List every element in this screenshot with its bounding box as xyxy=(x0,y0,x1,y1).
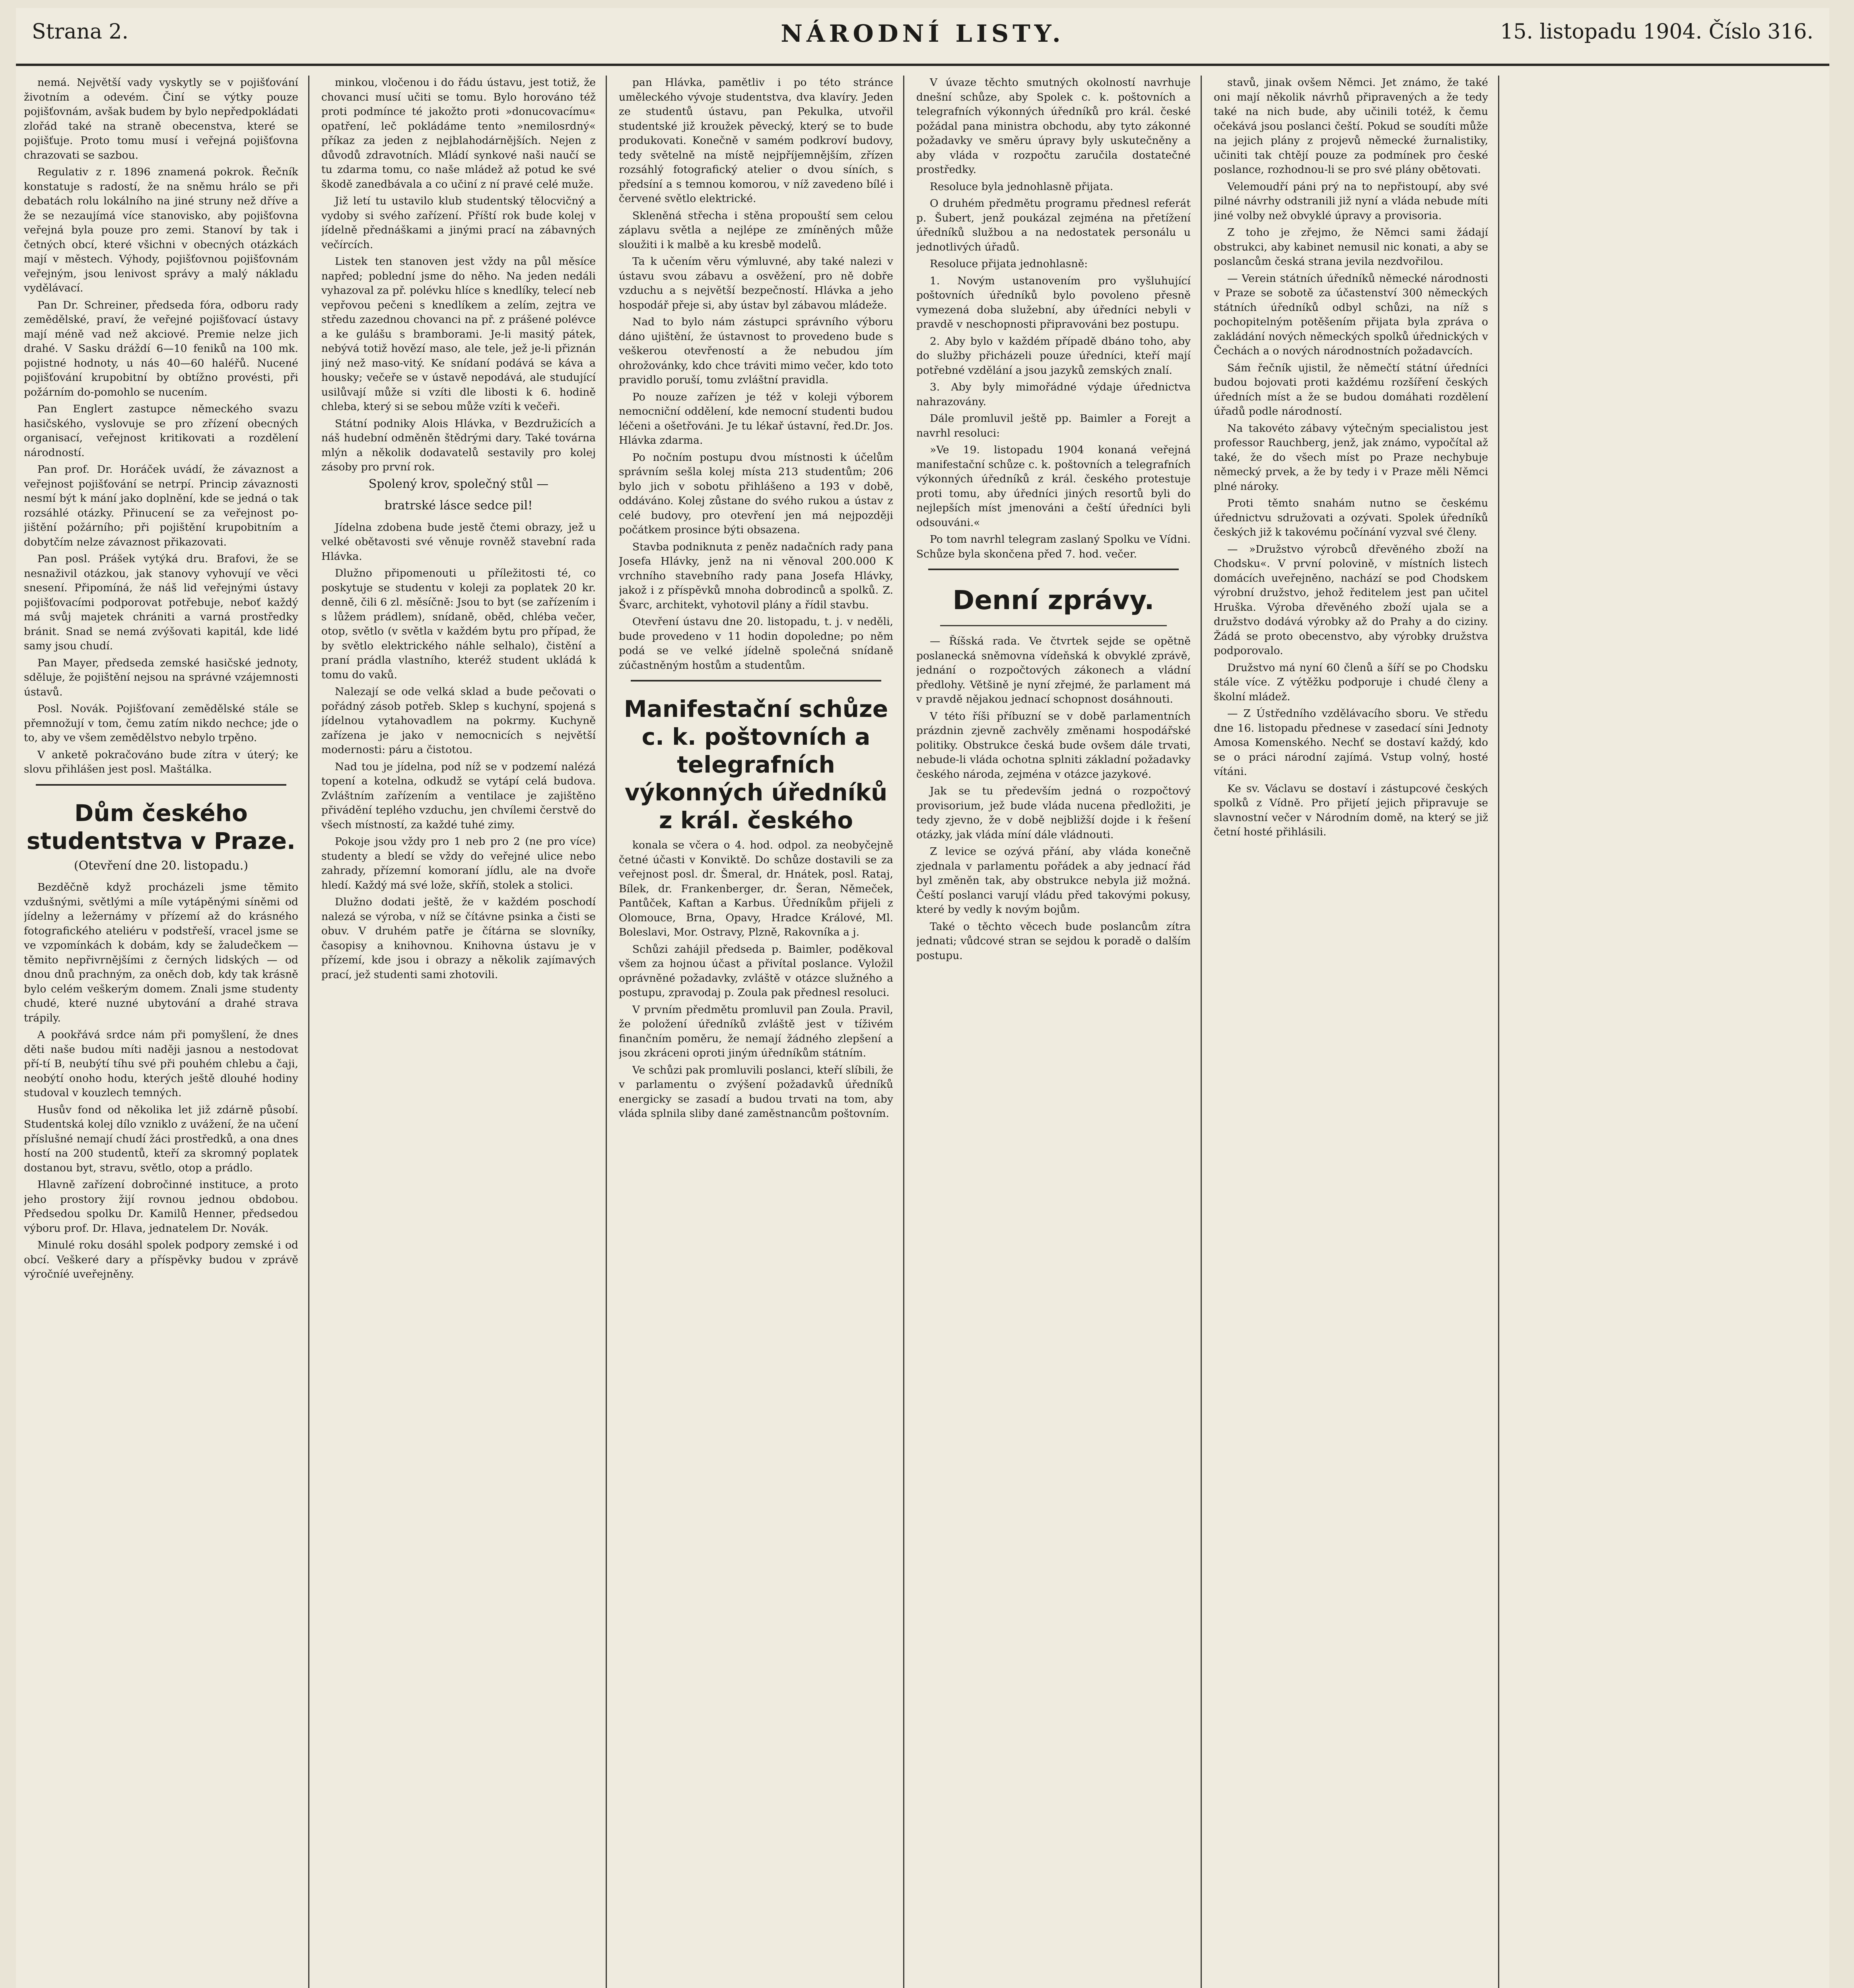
column-5 xyxy=(1214,76,1488,1988)
newspaper-page xyxy=(16,8,1829,1988)
paragraph: konala se včera o 4. hod. odpol. za neobyčejně četné účasti v Konviktě. Do schůze dostavili se za veřejnost posl. dr. Šmeral, dr. Hnátek, posl. Rataj, Bílek, dr. Frankenberger, dr. Šeran, Němeček, Pantůček, Kaftan a Karbus. Úředníkům přijeli z Olomouce, Brna, Opavy, Hradce Králové, Ml. Boleslavi, Mor. Ostravy, Plzně, Rakovníka a j. xyxy=(619,839,893,938)
paragraph: Jak se tu především jedná o rozpočtový provisorium, jež bude vláda nucena předložiti, je tedy zjevno, že v době nejbližší dojde i k řešení otázky, jak vláda míní dále vládnouti. xyxy=(916,785,1191,841)
paragraph: Dlužno dodati ještě, že v každém poschodí nalezá se výroba, v níž se čítávne psinka a čisti se obuv. V druhém patře je čítárna se slovníky, časopisy a knihovnou. Knihovna ústavu je v přízemí, kde jsou i obrazy a několik zajímavých prací, jež studenti sami zhotovili. xyxy=(321,896,596,981)
paragraph: stavů, jinak ovšem Němci. Jet známo, že také oni mají několik návrhů připravených a že tedy také na nich bude, aby učinili totéž, k čemu očekává jsou poslanci čeští. Pokud se soudíti může na jejich plány z projevů německé žurnalistiky, učiniti tak chtějí pouze za podmínek pro české poslance, rozhodnou-li se pro své plány obětovati. xyxy=(1214,76,1488,176)
paragraph: Ve schůzi pak promluvili poslanci, kteří slíbili, že v parlamentu o zvýšení požadavků úředníků energicky se zasadí a budou trvati na tom, aby vláda splnila sliby dané zaměstnancům poštovním. xyxy=(619,1064,893,1120)
paragraph: Dlužno připomenouti u příležitosti té, co poskytuje se studentu v koleji za poplatek 20 kr. denně, čili 6 zl. měsíčně: Jsou to byt (se zařízením i s lůžem prádlem), snídaně, oběd, chléba večer, otop, světlo (v světla v každém bytu pro případ, že by světlo elektrického náhle selhalo), čistění a praní prádla vlastního, kteréž student ukládá k tomu do vaků. xyxy=(321,567,596,681)
paragraph: Nalezají se ode velká sklad a bude pečovati o pořádný zásob potřeb. Sklep s kuchyní, spojená s jídelnou vytahovadlem na pokrmy. Kuchyně zařízena je jako v nemocnicích s největší modernosti: páru a čistotou. xyxy=(321,685,596,756)
paragraph: minkou, vločenou i do řádu ústavu, jest totiž, že chovanci musí učiti se tomu. Bylo horováno též proti podmínce té jakožto proti »donucovacímu« opatření, leč pokládáme tento »nemilosrdný« příkaz za jeden z nejblahodárnějších. Nejen z důvodů zdravotních. Mládí synkové naši naučí se tu zdarma tomu, co naše mládež až potud ke své škodě zanedbávala a co učiní z ní pravé celé muže. xyxy=(321,76,596,190)
article-subtitle: (Otevření dne 20. listopadu.) xyxy=(74,858,249,873)
paragraph: — »Družstvo výrobců dřevěného zboží na Chodsku«. V první polovině, v místních listech domácích uveřejněno, nachází se pod Chodskem výrobní družstvo, jehož ředitelem jest pan učitel Hruška. Výroba dřevěného zboží ujala se a družstvo dodává výrobky až do Prahy a do ciziny. Žádá se proto obecenstvo, aby výrobky družstva podporovalo. xyxy=(1214,543,1488,657)
paragraph: Sám řečník ujistil, že němečtí státní úředníci budou bojovati proti každému rozšíření českých úředních míst a že se budou domáhati rozdělení úřadů podle národností. xyxy=(1214,361,1488,417)
paragraph: Schůzi zahájil předseda p. Baimler, poděkoval všem za hojnou účast a přivítal poslance. Vyložil oprávněné požadavky, zvláště v otázce služného a postupu, zpravodaj p. Zoula pak přednesl resoluci. xyxy=(619,943,893,999)
paragraph: Po nočním postupu dvou místnosti k účelům správním sešla kolej místa 213 studentům; 206 bylo jich v sobotu přihlášeno a 193 v době, oddáváno. Kolej zůstane do svého rukou a ústav z celé budovy, pro otevření jen má nejpozději počátkem prosince býti obsazena. xyxy=(619,451,893,536)
masthead xyxy=(16,8,1829,66)
paragraph: Pan posl. Prášek vytýká dru. Brafovi, že se nesnaživil otázkou, jak stanovy vyhovují ve věci snesení. Připomíná, že náš lid veřejnými ústavy pojišťovacími podporovat potřebuje, neboť každý má svůj majetek chrániti a varná prostředky bránit. Snad se nemá zvýšovati kapitál, kde lidé samy jsou chudí. xyxy=(24,553,298,652)
paragraph: Husův fond od několika let již zdárně působí. Studentská kolej dílo vzniklo z uvážení, že na učení příslušné nemají chudí žáci prostředků, a ona dnes hostí na 200 studentů, kteří za skromný poplatek dostanou byt, stravu, světlo, otop a prádlo. xyxy=(24,1103,298,1174)
column-rule xyxy=(308,76,309,1988)
paragraph: 3. Aby byly mimořádné výdaje úřednictva nahrazovány. xyxy=(916,381,1191,408)
paragraph: Minulé roku dosáhl spolek podpory zemské i od obcí. Veškeré dary a příspěvky budou v zprávě výročníé uveřejněny. xyxy=(24,1239,298,1280)
paragraph: Státní podniky Alois Hlávka, v Bezdružicích a náš hudební odměněn štědrými dary. Také továrna mlýn a několik dodavatelů sestavily pro kolej zásoby pro první rok. xyxy=(321,417,596,473)
paragraph: Skleněná střecha i stěna propouští sem celou záplavu světla a nejlépe ze zmíněných může sloužiti i k malbě a ku kresbě modelů. xyxy=(619,209,893,251)
date-issue: 15. listopadu 1904. Číslo 316. xyxy=(1500,20,1813,44)
column-1 xyxy=(24,76,298,1988)
column-2 xyxy=(321,76,596,1988)
paragraph: Ke sv. Václavu se dostaví i zástupcové českých spolků z Vídně. Pro přijetí jejich připravuje se slavnostní večer v Národním domě, na který se již četní hosté přihlásili. xyxy=(1214,782,1488,838)
article-title: Dům českého studentstva v Praze. xyxy=(26,799,296,854)
paragraph: Již letí tu ustavilo klub studentský tělocvičný a vydoby si svého zařízení. Příští rok bude kolej v jídelně přednáškami a jinými prací na zábavných večírcích. xyxy=(321,195,596,251)
paragraph: Na takovéto zábavy výtečným specialistou jest professor Rauchberg, jenž, jak známo, vypočítal až také, že do všech míst po Praze nechybuje německý prvek, a že by tedy i v Praze měli Němci plné nároky. xyxy=(1214,422,1488,493)
paragraph: Družstvo má nyní 60 členů a šíří se po Chodsku stále více. Z výtěžku podporuje i chudé členy a školní mládež. xyxy=(1214,661,1488,703)
paragraph: Pan Englert zastupce německého svazu hasičského, vyslovuje se pro zřízení obecných organisací, veřejnost kritikovati a rozdělení národností. xyxy=(24,403,298,459)
paragraph: Pan Dr. Schreiner, předseda fóra, odboru rady zemědělské, praví, že veřejné pojišťovací ústavy mají méně vad než akciové. Premie nelze jich drahé. V Sasku dráždí 6—10 feniků na 100 mk. pojistné hodnoty, u nás 40—60 haléřů. Nucené pojišťování krupobitní by obtížno provésti, při požárním do-pomohlo se nucením. xyxy=(24,299,298,398)
paragraph: Po nouze zařízen je též v koleji výborem nemocniční oddělení, kde nemocní studenti budou léčeni a ošetřováni. Je tu lékař ústavní, řed.Dr. Jos. Hlávka zdarma. xyxy=(619,390,893,447)
paragraph: Bezděčně když procházeli jsme těmito vzdušnými, světlými a míle vytápěnými síněmi od jídelny a ležernámy v přízemí až do krásného fotografického ateliéru v podstřeší, vracel jsme se ve vzpomínkách k dobám, kdy se žaludečkem — těmito nepřivrnějšími z černých lidských — od dnou dnů prachným, za oněch dob, kdy tak krásně bylo celém veškerým domem. Znali jsme studenty chudé, které nuzné ubytování a drahé strava trápily. xyxy=(24,881,298,1024)
paragraph: Resoluce byla jednohlasně přijata. xyxy=(930,180,1114,193)
paragraph: Resoluce přijata jednohlasně: xyxy=(930,258,1088,270)
paragraph: Posl. Novák. Pojišťovaní zemědělské stále se přemnožují v tom, čemu zatím nikdo nechce; jde o to, aby ve všem zemědělstvo nebylo trpěno. xyxy=(24,703,298,744)
paragraph: Po tom navrhl telegram zaslaný Spolku ve Vídni. Schůze byla skončena před 7. hod. večer. xyxy=(916,533,1191,560)
column-4 xyxy=(916,76,1191,1988)
paragraph: Pan prof. Dr. Horáček uvádí, že závaznost a veřejnost pojišťování se netrpí. Princip závaznosti nesmí být k mání jako doplnění, kde se jedná o tak rozsáhlé otázky. Přinucení se za veřejnost po-jištění požárního; při pojištění krupobitním a dobytčím nelze závaznost přikazovati. xyxy=(24,463,298,548)
paragraph: V prvním předmětu promluvil pan Zoula. Pravil, že položení úředníků zvláště jest v tíživém finančním poměru, že nemají žádného zlepšení a jsou zkráceni oproti jiným úředníkům státním. xyxy=(619,1003,893,1059)
paragraph: Velemoudří páni prý na to nepřistoupí, aby své pilné návrhy odstranili již nyní a vláda nebude míti jiné volby než obvyklé úpravy a provisoria. xyxy=(1214,180,1488,222)
paragraph: V anketě pokračováno bude zítra v úterý; ke slovu přihlášen jest posl. Maštálka. xyxy=(24,748,298,775)
page-label: Strana 2. xyxy=(32,20,129,44)
paragraph: Listek ten stanoven jest vždy na půl měsíce napřed; poblední jsme do něho. Na jeden nedáli vyhazoval za př. polévku hlíce s knedlíky, telecí neb vepřovou pečeni s knedlíkem a zelím, zejtra ve středu zazednou chovanci na př. z prášené polévce a ke gulášu s bramborami. Je-li masitý pátek, nebývá totiž hovězí maso, ale tele, jež je-li přiznán jiný než maso-vitý. Ke snídaní podává se káva a housky; večeře se v ústavě nepodává, ale studující usilůvají může si vzíti dle libosti k 6. hodině chleba, který si se sebou může vzíti k večeři. xyxy=(321,255,596,413)
paragraph: Jídelna zdobena bude jestě čtemi obrazy, jež u velké obětavosti své věnuje rovněž stavební rada Hlávka. xyxy=(321,521,596,563)
paragraph: V této říši příbuzní se v době parlamentních prázdnin zjevně zachvěly změnami hospodářské politiky. Obstrukce česká bude ovšem dále trvati, nebude-li vláda ochotna splniti základní požadavky českého národa, zejména v otázce jazykové. xyxy=(916,710,1191,780)
paragraph: Také o těchto věcech bude poslancům zítra jednati; vůdcové stran se sejdou k poradě o dalším postupu. xyxy=(916,920,1191,962)
article-title: Manifestační schůze c. k. poštovních a telegrafních výkonných úředníků z král. českého xyxy=(624,695,888,834)
title-underline xyxy=(940,625,1167,626)
article-divider xyxy=(631,680,881,681)
section-title: Denní zprávy. xyxy=(952,585,1154,615)
paper-name: NÁRODNÍ LISTY. xyxy=(781,20,1065,48)
paragraph: A pookřává srdce nám při pomyšlení, že dnes děti naše budou míti naději jasnou a nestodovat pří-tí B, neubýtí tíhu své při pouhém chlebu a čaji, neobýtí onoho hodu, kterých ještě dlouhé hodiny studoval v kouzlech temných. xyxy=(24,1029,298,1099)
paragraph: O druhém předmětu programu přednesl referát p. Šubert, jenž poukázal zejména na přetížení úředníků službou a na nedostatek personálu u jednotlivých úřadů. xyxy=(916,197,1191,253)
quote-line: Spolený krov, společný stůl — xyxy=(368,477,549,491)
column-rule xyxy=(903,76,904,1988)
paragraph: — Říšská rada. Ve čtvrtek sejde se opětně poslanecká sněmovna vídeňská k obvyklé zprávě, jednání o rozpočtových zákonech a vládní předlohy. Většině je nyní zřejmé, že parlament má v pravdě nějakou jednací schopnost dosáhnouti. xyxy=(916,635,1191,705)
paragraph: Proti těmto snahám nutno se českému úřednictvu sdružovati a ozývati. Spolek úředníků českých již k takovému počínání vyzval své členy. xyxy=(1214,497,1488,538)
paragraph: Dále promluvil ještě pp. Baimler a Forejt a navrhl resoluci: xyxy=(916,412,1191,439)
column-3 xyxy=(619,76,893,1988)
paragraph: Otevření ústavu dne 20. listopadu, t. j. v neděli, bude provedeno v 11 hodin dopoledne; po něm podá se ve velké jídelně společná snídaně zúčastněným hostům a studentům. xyxy=(619,615,893,672)
paragraph: Hlavně zařízení dobročinné instituce, a proto jeho prostory žijí rovnou jednou obdobou. Předsedou spolku Dr. Kamilů Henner, předsedou výboru prof. Dr. Hlava, jednatelem Dr. Novák. xyxy=(24,1178,298,1235)
column-rule xyxy=(606,76,607,1988)
paragraph: Regulativ z r. 1896 znamená pokrok. Řečník konstatuje s radostí, že na sněmu hrálo se při debatách rolu lokálního na jiné struny než dříve a že se nezaujímá více stanovisko, aby pojišťovna veřejná byla pouze pro zemi. Stanoví by tak i četných obcí, které všichni v obecných otázkách mají v městech. Výhody, pojišťovnou pojišťovnám veřejným, jsou lenivost správy a malý nákladu vydělávací. xyxy=(24,166,298,294)
article-divider xyxy=(36,784,286,786)
paragraph: — Z Ústředního vzdělávacího sboru. Ve středu dne 16. listopadu přednese v zasedací síni Jednoty Amosa Komenského. Nechť se dostaví každý, kdo se o práci národní zajímá. Vstup volný, hosté vítáni. xyxy=(1214,707,1488,778)
paragraph: nemá. Největší vady vyskytly se v pojišťování životním a odevém. Činí se výtky pouze pojišťovnám, avšak budem by bylo nepředpokládati zlořád také na straně obecenstva, které se pojišťuje. Proto tomu musí i veřejná pojišťovna chrazovati se sazbou. xyxy=(24,76,298,161)
paragraph: 2. Aby bylo v každém případě dbáno toho, aby do služby přicházeli pouze úředníci, kteří mají potřebné vzdělání a jsou jazyků zemských znalí. xyxy=(916,335,1191,377)
paragraph: »Ve 19. listopadu 1904 konaná veřejná manifestační schůze c. k. poštovních a telegrafních výkonných úředníků z král. českého protestuje proti tomu, aby úředníci jiných resortů byli do nejlepších míst jmenováni a čeští úředníci byli odsouváni.« xyxy=(916,444,1191,529)
paragraph: Z toho je zřejmo, že Němci sami žádají obstrukci, aby kabinet nemusil nic konati, a aby se poslancům česká strana jevila nezdvořilou. xyxy=(1214,226,1488,268)
paragraph: V úvaze těchto smutných okolností navrhuje dnešní schůze, aby Spolek c. k. poštovních a telegrafních výkonných úředníků pro král. české požádal pana ministra obchodu, aby tyto zákonné požadavky ve směru úpravy byly uskutečněny a aby vláda v rozpočtu zaručila dostatečné prostředky. xyxy=(916,76,1191,176)
column-rule xyxy=(1498,76,1499,1988)
paragraph: Pan Mayer, předseda zemské hasičské jednoty, sděluje, že pojištění nejsou na správné vzájemnosti ústavů. xyxy=(24,656,298,698)
paragraph: Nad to bylo nám zástupci správního výboru dáno ujištění, že ústavnost to provedeno bude s veškerou otevřeností a že nebudou jím ohrožovánky, kdo chce tráviti mimo večer, kdo toto pravidlo poruší, tomu zvláštní pravidla. xyxy=(619,316,893,386)
paragraph: Z levice se ozývá přání, aby vláda konečně zjednala v parlamentu pořádek a aby jednací řád byl změněn tak, aby obstrukce nebyla již možná. Čeští poslanci varují vládu před takovými pokusy, které by vedly k novým bojům. xyxy=(916,845,1191,916)
paragraph: Nad tou je jídelna, pod níž se v podzemí nalézá topení a kotelna, odkudž se vytápí celá budova. Zvláštním zařízením a ventilace je zajištěno přivádění teplého vzduchu, jen chvílemi čerstvě do všech místností, za každé tuhé zimy. xyxy=(321,760,596,831)
paragraph: 1. Novým ustanovením pro vyšluhující poštovních úředníků bylo povoleno přesně vymezená doba služební, aby úředníci nebyli v pravdě v neschopnosti připravováni bez postupu. xyxy=(916,274,1191,330)
paragraph: Stavba podniknuta z peněz nadačních rady pana Josefa Hlávky, jenž na ni věnoval 200.000 K vrchního stavebního rady pana Josefa Hlávky, jakož i z příspěvků mnoha dobrodinců a spolků. Z. Švarc, architekt, vyhotovil plány a řídil stavbu. xyxy=(619,540,893,611)
paragraph: Ta k učením věru výmluvné, aby také nalezi v ústavu svou zábavu a osvěžení, pro ně dobře vzduchu a s největší bezpečností. Hlávka a jeho hospodář přeje si, aby ústav byl zábavou mládeže. xyxy=(619,255,893,311)
column-rule xyxy=(1201,76,1202,1988)
paragraph: — Verein státních úředníků německé národnosti v Praze se sobotě za účastenství 300 německých státních úředníků odbyl schůzi, na níž s pochopitelným potěšením přijata byla zpráva o zakládání nových německých spolků úřednických v Čechách a o nových národnostních požadavcích. xyxy=(1214,272,1488,357)
article-divider xyxy=(928,569,1179,570)
paragraph: Pokoje jsou vždy pro 1 neb pro 2 (ne pro více) studenty a bledí se vždy do veřejné ulice nebo zahrady, přízemní komoraní jídlu, ale na dvoře hledí. Každý má své lože, skříň, stolek a stolici. xyxy=(321,835,596,891)
paragraph: pan Hlávka, pamětliv i po této stránce uměleckého vývoje studentstva, dva klavíry. Jeden ze studentů ústavu, pan Pekulka, utvořil studentské již kroužek pěvecký, který se to bude produkovati. Konečně v samém podkroví budovy, tedy světelně na místě nejpříjemnějším, zřízen rozsáhlý fotografický atelier o dvou síních, s předsíní a s temnou komorou, v níž zavedeno bílé i červené světlo elektrické. xyxy=(619,76,893,205)
quote-line: bratrské lásce sedce pil! xyxy=(384,499,533,513)
